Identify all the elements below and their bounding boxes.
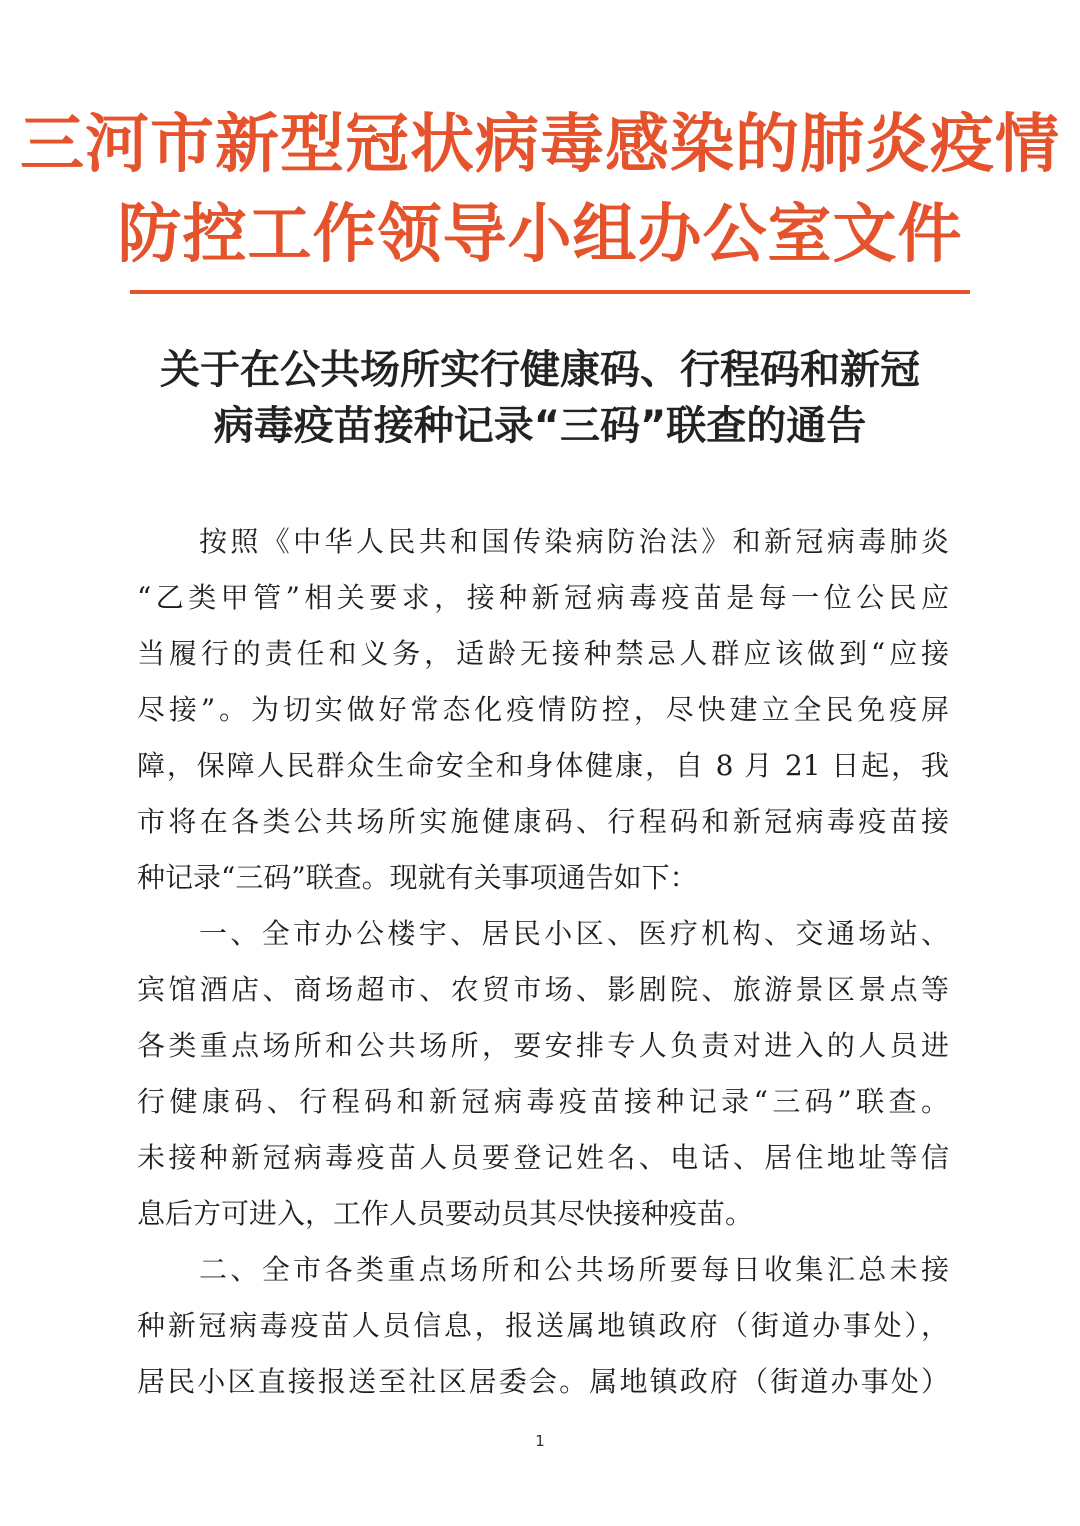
header-divider: [130, 290, 970, 294]
title-line-2: 病毒疫苗接种记录“三码”联查的通告: [213, 403, 867, 449]
body-line: 障，保障人民群众生命安全和身体健康，自 8 月 21 日起，我: [137, 749, 949, 782]
body-line: 各类重点场所和公共场所，要安排专人负责对进入的人员进: [137, 1029, 949, 1062]
title-line-1: 关于在公共场所实行健康码、行程码和新冠: [160, 347, 920, 393]
body-line: 种新冠病毒疫苗人员信息，报送属地镇政府（街道办事处），: [137, 1309, 949, 1342]
body-line: 二、全市各类重点场所和公共场所要每日收集汇总未接: [199, 1253, 949, 1286]
body-line: 市将在各类公共场所实施健康码、行程码和新冠病毒疫苗接: [137, 805, 949, 838]
document-header: [0, 100, 1080, 280]
body-line: 尽接”。为切实做好常态化疫情防控，尽快建立全民免疫屏: [137, 693, 949, 726]
body-line: 未接种新冠病毒疫苗人员要登记姓名、电话、居住地址等信: [137, 1141, 949, 1174]
body-line: 一、全市办公楼宇、居民小区、医疗机构、交通场站、: [199, 917, 949, 950]
document-body: [137, 514, 949, 1410]
issuer-name-line-2: 防控工作领导小组办公室文件: [117, 198, 963, 272]
body-line: “乙类甲管”相关要求，接种新冠病毒疫苗是每一位公民应: [137, 581, 949, 614]
issuer-name-line-1: 三河市新型冠状病毒感染的肺炎疫情: [20, 108, 1060, 182]
body-line: 当履行的责任和义务，适龄无接种禁忌人群应该做到“应接: [137, 637, 949, 670]
body-line: 居民小区直接报送至社区居委会。属地镇政府（街道办事处）: [137, 1365, 949, 1398]
body-line: 按照《中华人民共和国传染病防治法》和新冠病毒肺炎: [199, 525, 949, 558]
body-line: 行健康码、行程码和新冠病毒疫苗接种记录“三码”联查。: [137, 1085, 949, 1118]
page-number: 1: [535, 1432, 545, 1450]
document-title: [0, 342, 1080, 454]
body-line: 种记录“三码”联查。现就有关事项通告如下：: [137, 861, 698, 894]
body-line: 息后方可进入，工作人员要动员其尽快接种疫苗。: [137, 1197, 754, 1230]
body-line: 宾馆酒店、商场超市、农贸市场、影剧院、旅游景区景点等: [137, 973, 949, 1006]
